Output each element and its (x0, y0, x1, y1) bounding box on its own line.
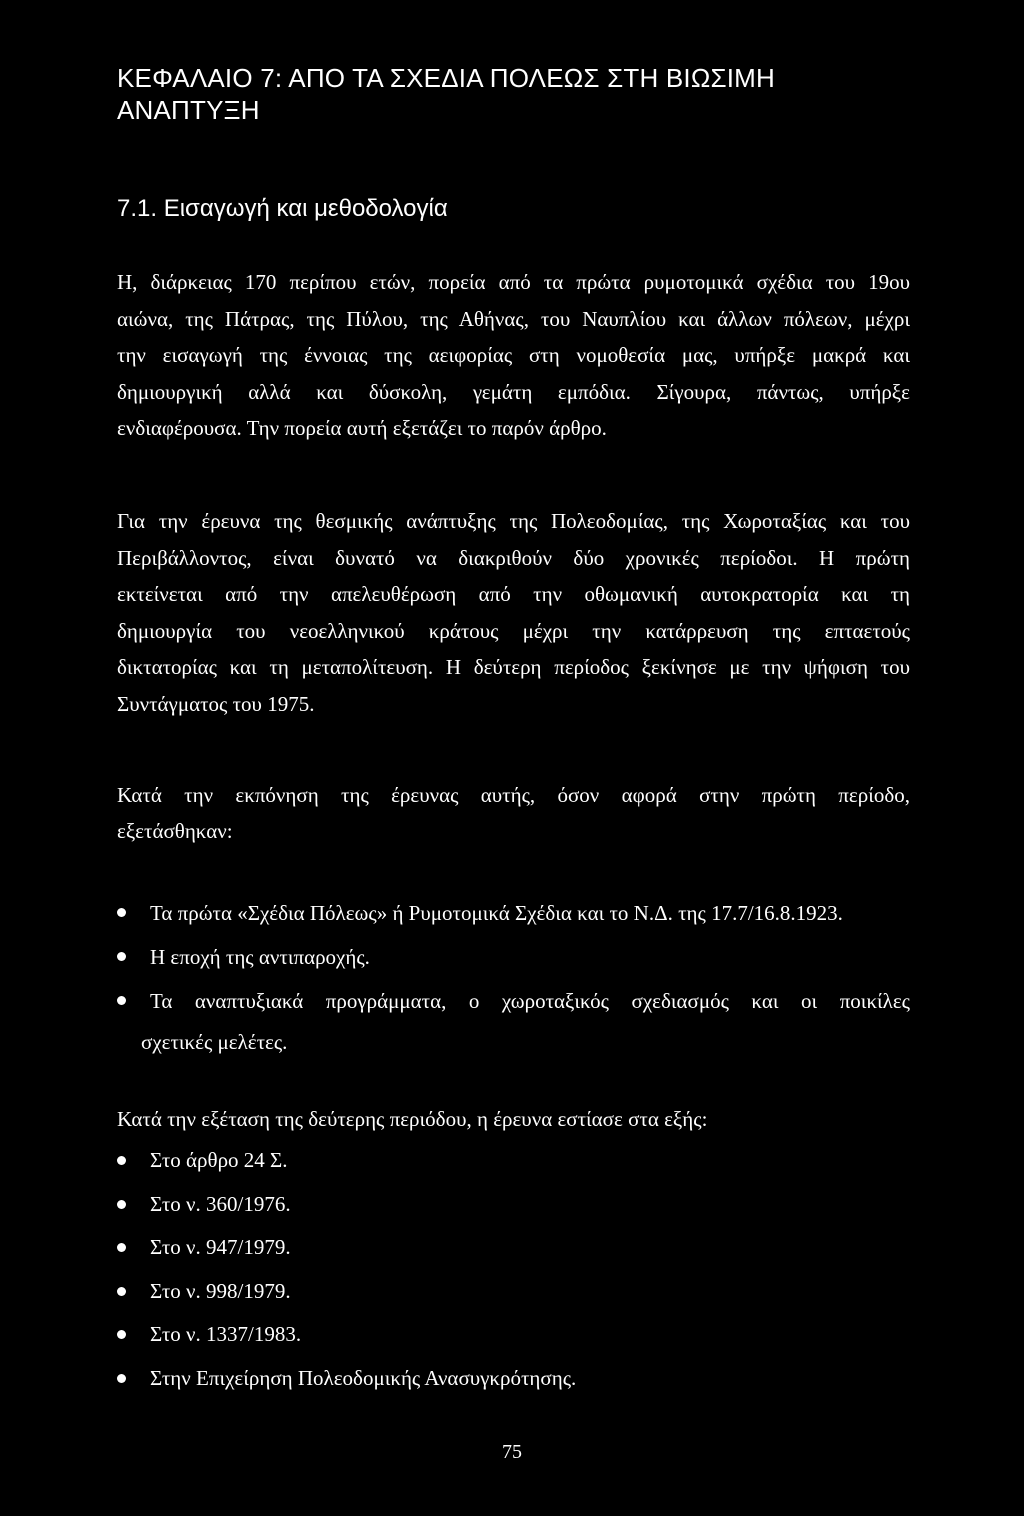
chapter-title (117, 62, 917, 126)
bullet-icon (117, 1287, 126, 1296)
chapter-title-line-2: ΑΝΑΠΤΥΞΗ (117, 95, 260, 125)
list-item-text: Στο άρθρο 24 Σ. (150, 1148, 288, 1172)
bullet-icon (117, 996, 126, 1005)
list-item (117, 1270, 917, 1314)
list-item (117, 1357, 917, 1401)
text-line: την εισαγωγή της έννοιας της αειφορίας στη νομοθεσία μας, υπήρξε μακρά και (117, 343, 910, 367)
list-item (117, 1183, 917, 1227)
second-period-list (117, 1139, 917, 1400)
list-item-text: Στο ν. 1337/1983. (150, 1322, 302, 1346)
first-period-list (117, 891, 917, 1061)
list-item-text: Τα πρώτα «Σχέδια Πόλεως» ή Ρυμοτομικά Σχέδια και το Ν.Δ. της 17.7/16.8.1923. (150, 901, 843, 925)
bullet-icon (117, 1330, 126, 1339)
page-number: 75 (502, 1441, 522, 1463)
list-item (117, 1313, 917, 1357)
list-item (117, 891, 917, 935)
list-item (117, 935, 917, 979)
bullet-icon (117, 952, 126, 961)
list-item (117, 1139, 917, 1183)
intro-paragraph (117, 264, 910, 447)
text-line: δημιουργική αλλά και δύσκολη, γεμάτη εμπόδια. Σίγουρα, πάντως, υπήρξε (117, 379, 910, 404)
text-line: αιώνα, της Πάτρας, της Πύλου, της Αθήνας, του Ναυπλίου και άλλων πόλεων, μέχρι (117, 306, 910, 331)
text-line: Κατά την εξέταση της δεύτερης περιόδου, η έρευνα εστίασε στα εξής: (117, 1107, 708, 1131)
text-line: εκτείνεται από την απελευθέρωση από την οθωμανική αυτοκρατορία και τη (117, 582, 910, 606)
list-item-text: Στο ν. 998/1979. (150, 1278, 291, 1303)
text-line: Περιβάλλοντος, είναι δυνατό να διακριθούν δύο χρονικές περίοδοι. Η πρώτη (117, 545, 910, 570)
section-heading: 7.1. Εισαγωγή και μεθοδολογία (117, 195, 448, 222)
list-item (117, 1226, 917, 1270)
chapter-title-line-1: ΚΕΦΑΛΑΙΟ 7: ΑΠΟ ΤΑ ΣΧΕΔΙΑ ΠΟΛΕΩΣ ΣΤΗ ΒΙΩΣΙΜΗ (117, 63, 775, 93)
text-line: εξετάσθηκαν: (117, 819, 233, 843)
text-line: Συντάγματος του 1975. (117, 691, 315, 716)
bullet-icon (117, 1374, 126, 1383)
bullet-icon (117, 1156, 126, 1165)
bullet-icon (117, 908, 126, 917)
text-line: Η, διάρκειας 170 περίπου ετών, πορεία από τα πρώτα ρυμοτομικά σχέδια του 19ου (117, 270, 910, 294)
text-line: δημιουργία του νεοελληνικού κράτους μέχρι την κατάρρευση της επταετούς (117, 618, 910, 643)
first-period-paragraph (117, 777, 910, 849)
list-item-text: Στην Επιχείρηση Πολεοδομικής Ανασυγκρότησης. (150, 1365, 577, 1390)
text-line: Για την έρευνα της θεσμικής ανάπτυξης της Πολεοδομίας, της Χωροταξίας και του (117, 509, 910, 533)
second-period-paragraph (117, 1101, 910, 1137)
research-paragraph (117, 503, 910, 722)
bullet-icon (117, 1243, 126, 1252)
list-item-text-continued: σχετικές μελέτες. (141, 1030, 288, 1054)
list-item-text: Τα αναπτυξιακά προγράμματα, ο χωροταξικός σχεδιασμός και οι ποικίλες (150, 989, 910, 1013)
list-item (117, 979, 917, 1061)
list-item-text: Η εποχή της αντιπαροχής. (150, 945, 370, 969)
bullet-icon (117, 1200, 126, 1209)
list-item-text: Στο ν. 360/1976. (150, 1191, 291, 1216)
text-line: δικτατορίας και τη μεταπολίτευση. Η δεύτερη περίοδος ξεκίνησε με την ψήφιση του (117, 655, 910, 679)
list-item-text: Στο ν. 947/1979. (150, 1235, 291, 1259)
text-line: ενδιαφέρουσα. Την πορεία αυτή εξετάζει το παρόν άρθρο. (117, 416, 607, 440)
text-line: Κατά την εκπόνηση της έρευνας αυτής, όσον αφορά στην πρώτη περίοδο, (117, 783, 910, 807)
